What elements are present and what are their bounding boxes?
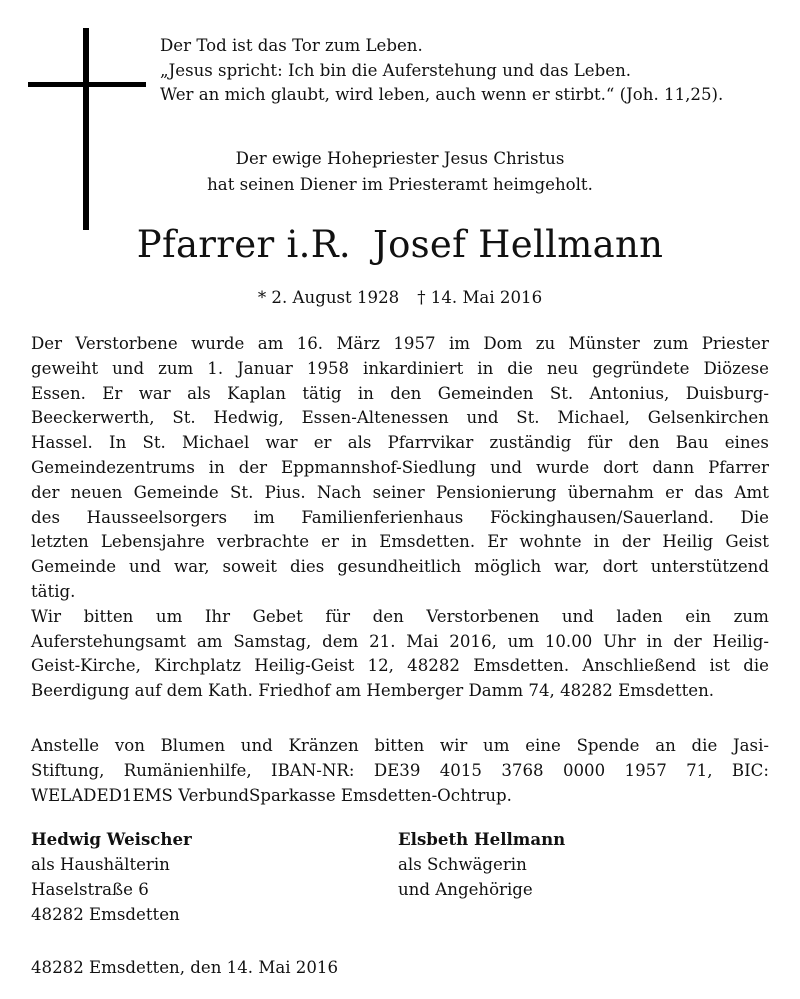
bible-quote xyxy=(160,34,780,108)
text-line: geweiht und zum 1. Januar 1958 inkardiniert in die neu gegründete Diözese xyxy=(31,358,769,378)
intro-line: Der ewige Hohepriester Jesus Christus xyxy=(235,149,565,168)
cross-icon xyxy=(83,28,89,230)
text-line: letzten Lebensjahre verbrachte er in Emsdetten. Er wohnte in der Heilig Geist xyxy=(31,532,769,552)
life-dates xyxy=(0,286,800,310)
quote-line: Der Tod ist das Tor zum Leben. xyxy=(160,36,423,55)
signature-left xyxy=(31,827,192,927)
text-line: Essen. Er war als Kaplan tätig in den Gemeinden St. Antonius, Duisburg- xyxy=(31,383,769,403)
signature-right xyxy=(398,827,565,902)
text-line: Hassel. In St. Michael war er als Pfarrvikar zuständig für den Bau eines xyxy=(31,433,769,453)
deceased-name-heading xyxy=(0,222,800,268)
signer-line: als Haushälterin xyxy=(31,855,170,874)
text-line: Der Verstorbene wurde am 16. März 1957 im Dom zu Münster zum Priester xyxy=(31,334,769,353)
intro-text xyxy=(0,146,800,198)
text-line: Wir bitten um Ihr Gebet für den Verstorbenen und laden ein zum xyxy=(31,606,769,626)
signer-line: Haselstraße 6 xyxy=(31,880,149,899)
place-date-footer: 48282 Emsdetten, den 14. Mai 2016 xyxy=(31,958,339,977)
signer-line: als Schwägerin xyxy=(398,855,527,874)
deceased-name: Josef Hellmann xyxy=(372,223,664,266)
signer-name: Elsbeth Hellmann xyxy=(398,829,566,849)
signer-name: Hedwig Weischer xyxy=(31,829,192,849)
intro-line: hat seinen Diener im Priesteramt heimgeholt. xyxy=(207,175,593,194)
signer-line: 48282 Emsdetten xyxy=(31,905,180,924)
text-line: Gemeinde und war, soweit dies gesundheitlich möglich war, dort unterstützend xyxy=(31,557,769,577)
birth-date: * 2. August 1928 xyxy=(257,288,400,307)
deceased-title: Pfarrer i.R. xyxy=(136,223,351,266)
biography-paragraph xyxy=(31,332,769,704)
text-line: der neuen Gemeinde St. Pius. Nach seiner Pensionierung übernahm er das Amt xyxy=(31,482,769,502)
text-line: Stiftung, Rumänienhilfe, IBAN-NR: DE39 4015 3768 0000 1957 71, BIC: xyxy=(31,760,769,780)
text-line: Gemeindezentrums in der Eppmannshof-Siedlung und wurde dort dann Pfarrer xyxy=(31,457,769,477)
quote-line: „Jesus spricht: Ich bin die Auferstehung und das Leben. xyxy=(160,60,632,80)
donation-paragraph xyxy=(31,734,769,808)
quote-line: Wer an mich glaubt, wird leben, auch wenn er stirbt.“ (Joh. 11,25). xyxy=(160,85,724,104)
text-line: Anstelle von Blumen und Kränzen bitten wir um eine Spende an die Jasi- xyxy=(31,736,769,755)
text-line: des Hausseelsorgers im Familienferienhaus Föckinghausen/Sauerland. Die xyxy=(31,507,769,527)
cross-icon-crossbar xyxy=(28,82,146,87)
text-line: tätig. xyxy=(31,581,76,601)
death-date: † 14. Mai 2016 xyxy=(417,288,543,307)
text-line: Beeckerwerth, St. Hedwig, Essen-Altenessen und St. Michael, Gelsenkirchen xyxy=(31,408,769,428)
text-line: Geist-Kirche, Kirchplatz Heilig-Geist 12, 48282 Emsdetten. Anschließend ist die xyxy=(31,656,769,676)
signer-line: und Angehörige xyxy=(398,880,533,899)
text-line: Auferstehungsamt am Samstag, dem 21. Mai 2016, um 10.00 Uhr in der Heilig- xyxy=(31,631,769,651)
text-line: WELADED1EMS VerbundSparkasse Emsdetten-Ochtrup. xyxy=(31,785,512,805)
text-line: Beerdigung auf dem Kath. Friedhof am Hemberger Damm 74, 48282 Emsdetten. xyxy=(31,681,715,701)
